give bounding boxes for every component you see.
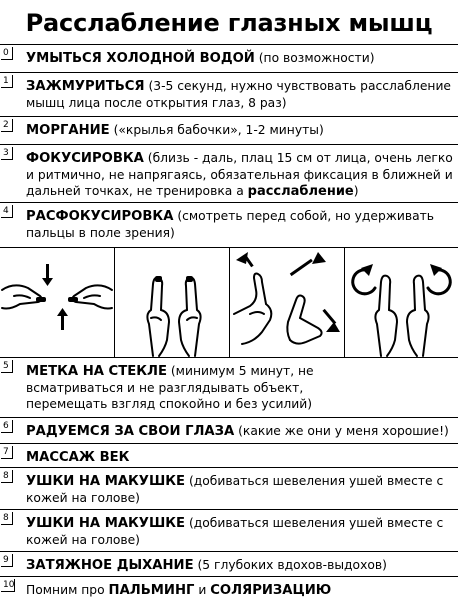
- list-item: [0, 417, 458, 443]
- fingers-circular-arrows-icon: [345, 248, 458, 358]
- item-heading: ЗАТЯЖНОЕ ДЫХАНИЕ: [26, 558, 194, 573]
- item-description: (добиваться шевеления ушей вместе с кожей на голове): [26, 474, 444, 505]
- item-heading: РАСФОКУСИРОВКА: [26, 209, 174, 224]
- list-item: [0, 509, 458, 551]
- page-title: Расслабление глазных мышц: [25, 9, 433, 37]
- item-heading: УМЫТЬСЯ ХОЛОДНОЙ ВОДОЙ: [26, 51, 255, 66]
- item-description: (смотреть перед собой, но удерживать пальцы в поле зрения): [26, 209, 435, 240]
- two-fingers-up-icon: [115, 248, 229, 358]
- item-heading: ФОКУСИРОВКА: [26, 151, 144, 166]
- item-number: 10: [3, 580, 15, 590]
- item-number: 0: [1, 47, 13, 60]
- item-prefix: Помним про: [26, 583, 109, 597]
- list-item: [0, 116, 458, 144]
- item-number: 4: [1, 205, 13, 218]
- item-heading: МЕТКА НА СТЕКЛЕ: [26, 364, 167, 379]
- list-item: [0, 44, 458, 72]
- list-item: [0, 144, 458, 202]
- item-heading: МОРГАНИЕ: [26, 123, 110, 138]
- item-number: 2: [1, 119, 13, 132]
- item-description: (5 глубоких вдохов-выдохов): [193, 558, 387, 572]
- item-description: (минимум 5 минут, не всматриваться и не разглядывать объект, перемещать взгляд спокойно и без усилий): [26, 364, 314, 411]
- item-heading: РАДУЕМСЯ ЗА СВОИ ГЛАЗА: [26, 424, 235, 439]
- item-description: (по возможности): [254, 51, 375, 65]
- item-emphasis: расслабление: [247, 184, 354, 199]
- item-heading: МАССАЖ ВЕК: [26, 450, 130, 465]
- item-description: (какие же они у меня хорошие!): [234, 424, 449, 438]
- item-number: 8: [1, 470, 13, 483]
- item-heading: ПАЛЬМИНГ: [108, 583, 195, 598]
- item-number: 5: [1, 360, 13, 373]
- list-item: [0, 357, 458, 417]
- item-description: (добиваться шевеления ушей вместе с кожей на голове): [26, 516, 444, 547]
- item-description: (3-5 секунд, нужно чувствовать расслабление мышц лица после открытия глаз, 8 раз): [26, 79, 452, 110]
- item-number: 9: [1, 554, 13, 567]
- item-number: 7: [1, 446, 13, 459]
- list-item: [0, 576, 458, 604]
- list-item: [0, 467, 458, 509]
- item-number: 1: [1, 75, 13, 88]
- item-number: 6: [1, 420, 13, 433]
- item-description-end: ): [353, 184, 359, 198]
- list-item: [0, 443, 458, 467]
- list-item: [0, 72, 458, 116]
- item-number: 8: [1, 512, 13, 525]
- item-heading: УШКИ НА МАКУШКЕ: [26, 516, 186, 531]
- item-description: («крылья бабочки», 1-2 минуты): [109, 123, 324, 137]
- item-conjunction: и: [194, 583, 211, 597]
- illustrations-strip: [0, 247, 458, 357]
- item-description: (близь - даль, плац 15 см от лица, очень легко и ритмично, не напрягаясь, обязательная фиксация в ближней и дальней точках, не тренировка а: [26, 151, 453, 198]
- item-heading-2: СОЛЯРИЗАЦИЮ: [210, 583, 332, 598]
- list-item: [0, 202, 458, 247]
- item-heading: ЗАЖМУРИТЬСЯ: [26, 79, 145, 94]
- item-number: 3: [1, 147, 13, 160]
- list-item: [0, 551, 458, 576]
- fingers-converging-icon: [0, 248, 114, 358]
- item-heading: УШКИ НА МАКУШКЕ: [26, 474, 186, 489]
- fingers-spreading-arrows-icon: [230, 248, 344, 358]
